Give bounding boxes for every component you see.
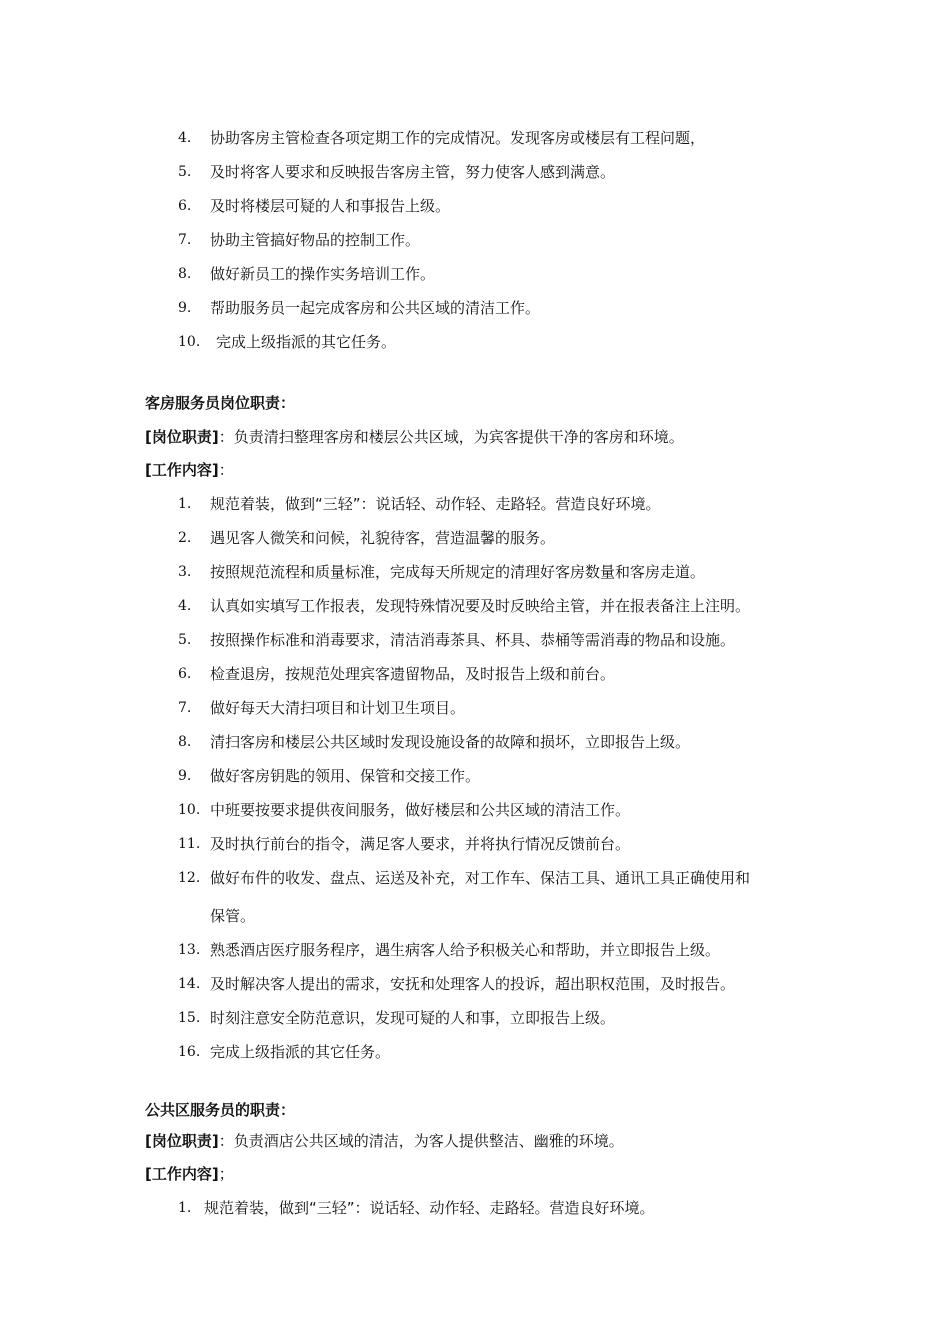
duty-line <box>145 1131 624 1151</box>
list-item-text: 时刻注意安全防范意识，发现可疑的人和事，立即报告上级。 <box>210 1009 616 1027</box>
work-suffix: ： <box>218 461 234 479</box>
list-item-number: 6. <box>178 666 192 682</box>
list-item-number: 10. <box>178 334 201 350</box>
work-line <box>145 460 234 480</box>
list-item-number: 13. <box>178 942 201 958</box>
list-item-number: 1. <box>178 1200 192 1216</box>
list-item-text: 做好客房钥匙的领用、保管和交接工作。 <box>210 767 481 785</box>
list-item-number: 8. <box>178 266 192 282</box>
list-item-number: 7. <box>178 700 192 716</box>
work-label: [工作内容] <box>145 461 219 479</box>
list-item-text: 协助客房主管检查各项定期工作的完成情况。发现客房或楼层有工程问题， <box>210 129 706 147</box>
list-item-text: 完成上级指派的其它任务。 <box>216 333 397 351</box>
work-suffix: ； <box>218 1165 234 1183</box>
list-item-text: 及时将客人要求和反映报告客房主管，努力使客人感到满意。 <box>210 163 616 181</box>
list-item-text: 规范着装，做到“三轻”：说话轻、动作轻、走路轻。营造良好环境。 <box>204 1199 655 1217</box>
list-item-number: 9. <box>178 768 192 784</box>
list-item-number: 2. <box>178 530 192 546</box>
list-item-text: 规范着装，做到“三轻”：说话轻、动作轻、走路轻。营造良好环境。 <box>210 495 661 513</box>
list-item-text: 认真如实填写工作报表，发现特殊情况要及时反映给主管，并在报表备注上注明。 <box>210 597 751 615</box>
list-item-number: 8. <box>178 734 192 750</box>
section-heading: 公共区服务员的职责： <box>145 1101 296 1119</box>
list-item-number: 5. <box>178 632 192 648</box>
list-item-text: 按照操作标准和消毒要求，清洁消毒茶具、杯具、恭桶等需消毒的物品和设施。 <box>210 631 736 649</box>
list-item-text: 按照规范流程和质量标准，完成每天所规定的清理好客房数量和客房走道。 <box>210 563 706 581</box>
work-line <box>145 1164 234 1184</box>
list-item-number: 10. <box>178 802 201 818</box>
duty-text: ：负责清扫整理客房和楼层公共区域，为宾客提供干净的客房和环境。 <box>218 428 684 446</box>
list-item-text: 中班要按要求提供夜间服务，做好楼层和公共区域的清洁工作。 <box>210 801 631 819</box>
duty-line <box>145 427 684 447</box>
list-item-text: 熟悉酒店医疗服务程序，遇生病客人给予积极关心和帮助，并立即报告上级。 <box>210 941 721 959</box>
list-item-text: 完成上级指派的其它任务。 <box>210 1043 391 1061</box>
list-item-number: 16. <box>178 1044 201 1060</box>
list-item-number: 1. <box>178 496 192 512</box>
list-item-number: 12. <box>178 870 201 886</box>
list-item-number: 3. <box>178 564 192 580</box>
list-item-number: 4. <box>178 130 192 146</box>
list-item-text: 做好每天大清扫项目和计划卫生项目。 <box>210 699 466 717</box>
section-heading: 客房服务员岗位职责： <box>145 394 296 412</box>
list-item-text: 做好新员工的操作实务培训工作。 <box>210 265 436 283</box>
list-item-text: 检查退房，按规范处理宾客遗留物品，及时报告上级和前台。 <box>210 665 616 683</box>
list-item-text-continued: 保管。 <box>210 907 256 925</box>
list-item-text: 做好布件的收发、盘点、运送及补充，对工作车、保洁工具、通讯工具正确使用和 <box>210 869 751 887</box>
duty-label: [岗位职责] <box>145 428 219 446</box>
duty-label: [岗位职责] <box>145 1132 219 1150</box>
list-item-number: 11. <box>178 836 201 852</box>
list-item-number: 15. <box>178 1010 201 1026</box>
list-item-text: 及时解决客人提出的需求，安抚和处理客人的投诉，超出职权范围，及时报告。 <box>210 975 736 993</box>
list-item-number: 4. <box>178 598 192 614</box>
list-item-number: 7. <box>178 232 192 248</box>
list-item-text: 协助主管搞好物品的控制工作。 <box>210 231 421 249</box>
list-item-text: 及时将楼层可疑的人和事报告上级。 <box>210 197 451 215</box>
list-item-text: 遇见客人微笑和问候，礼貌待客，营造温馨的服务。 <box>210 529 556 547</box>
list-item-number: 14. <box>178 976 201 992</box>
list-item-text: 清扫客房和楼层公共区域时发现设施设备的故障和损坏，立即报告上级。 <box>210 733 691 751</box>
list-item-text: 帮助服务员一起完成客房和公共区域的清洁工作。 <box>210 299 541 317</box>
list-item-number: 9. <box>178 300 192 316</box>
duty-text: ：负责酒店公共区域的清洁，为客人提供整洁、幽雅的环境。 <box>218 1132 624 1150</box>
list-item-text: 及时执行前台的指令，满足客人要求，并将执行情况反馈前台。 <box>210 835 631 853</box>
list-item-number: 6. <box>178 198 192 214</box>
list-item-number: 5. <box>178 164 192 180</box>
work-label: [工作内容] <box>145 1165 219 1183</box>
